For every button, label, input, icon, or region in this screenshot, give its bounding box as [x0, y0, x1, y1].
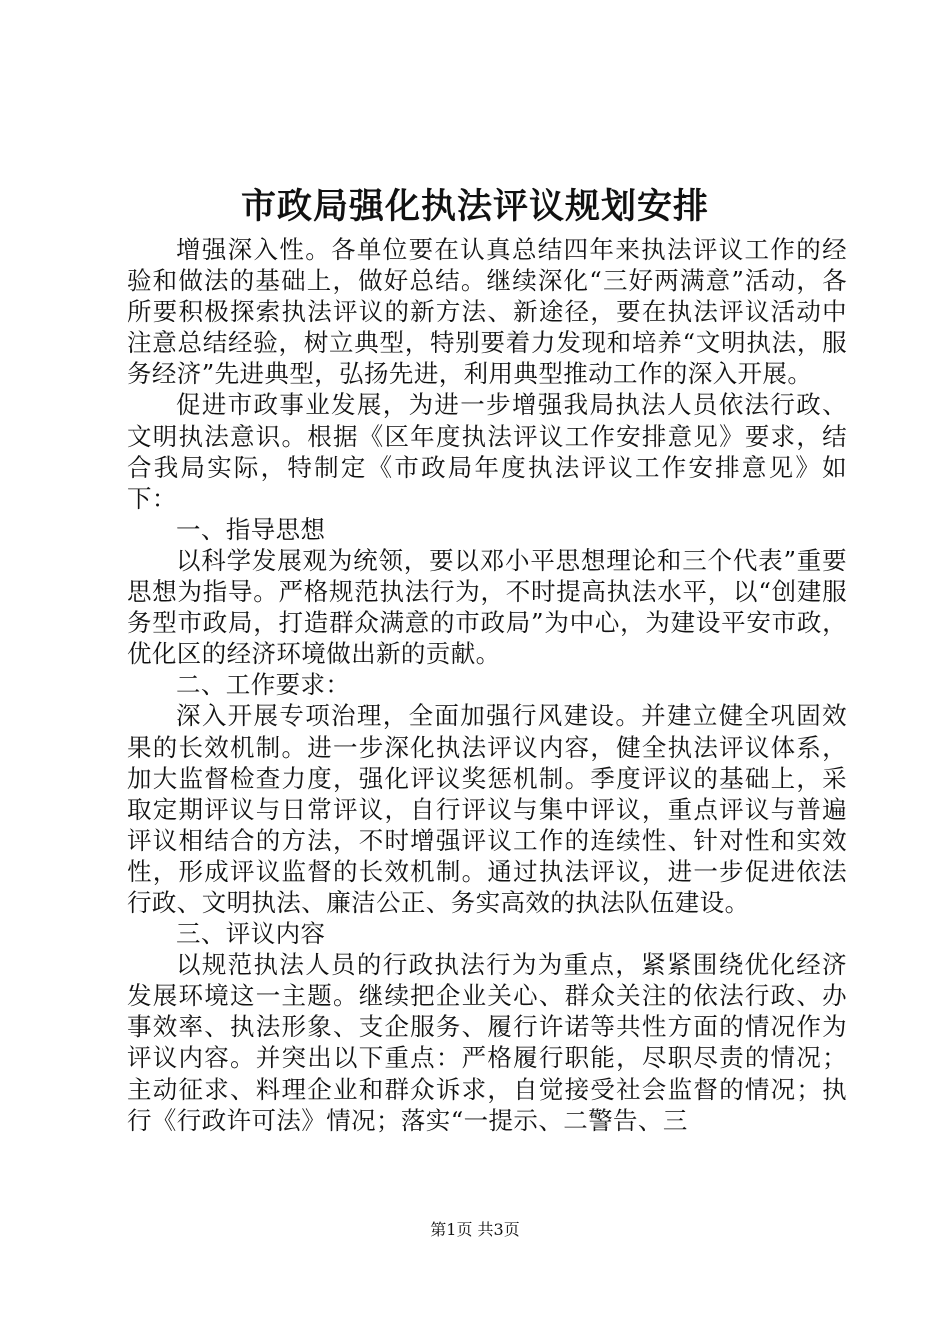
- paragraph-guiding-thought: 以科学发展观为统领，要以邓小平思想理论和三个代表”重要思想为指导。严格规范执法行为，不时提高执法水平，以“创建服务型市政局，打造群众满意的市政局”为中心，为建设平安市政，优化区的经济环境做出新的贡献。: [127, 545, 847, 669]
- paragraph-intro: 增强深入性。各单位要在认真总结四年来执法评议工作的经验和做法的基础上，做好总结。继续深化“三好两满意”活动，各所要积极探索执法评议的新方法、新途径，要在执法评议活动中注意总结经验，树立典型，特别要着力发现和培养“文明执法，服务经济”先进典型，弘扬先进，利用典型推动工作的深入开展。: [127, 235, 847, 389]
- section-heading-guiding-thought: 一、指导思想: [176, 514, 326, 544]
- section-heading-review-content: 三、评议内容: [176, 919, 326, 949]
- page-number-footer: 第1页 共3页: [430, 1220, 520, 1239]
- document-title: 市政局强化执法评议规划安排: [240, 186, 709, 227]
- paragraph-review-content: 以规范执法人员的行政执法行为为重点，紧紧围绕优化经济发展环境这一主题。继续把企业关心、群众关注的依法行政、办事效率、执法形象、支企服务、履行许诺等共性方面的情况作为评议内容。并突出以下重点：严格履行职能，尽职尽责的情况；主动征求、料理企业和群众诉求，自觉接受社会监督的情况；执行《行政许可法》情况；落实“一提示、二警告、三: [127, 950, 847, 1135]
- paragraph-work-requirements: 深入开展专项治理，全面加强行风建设。并建立健全巩固效果的长效机制。进一步深化执法评议内容，健全执法评议体系，加大监督检查力度，强化评议奖惩机制。季度评议的基础上，采取定期评议与日常评议，自行评议与集中评议，重点评议与普遍评议相结合的方法，不时增强评议工作的连续性、针对性和实效性，形成评议监督的长效机制。通过执法评议，进一步促进依法行政、文明执法、廉洁公正、务实高效的执法队伍建设。: [127, 701, 847, 917]
- paragraph-purpose: 促进市政事业发展，为进一步增强我局执法人员依法行政、文明执法意识。根据《区年度执法评议工作安排意见》要求，结合我局实际，特制定《市政局年度执法评议工作安排意见》如下：: [127, 390, 847, 513]
- document-body: [127, 234, 847, 1136]
- section-heading-work-requirements: 二、工作要求：: [176, 670, 351, 700]
